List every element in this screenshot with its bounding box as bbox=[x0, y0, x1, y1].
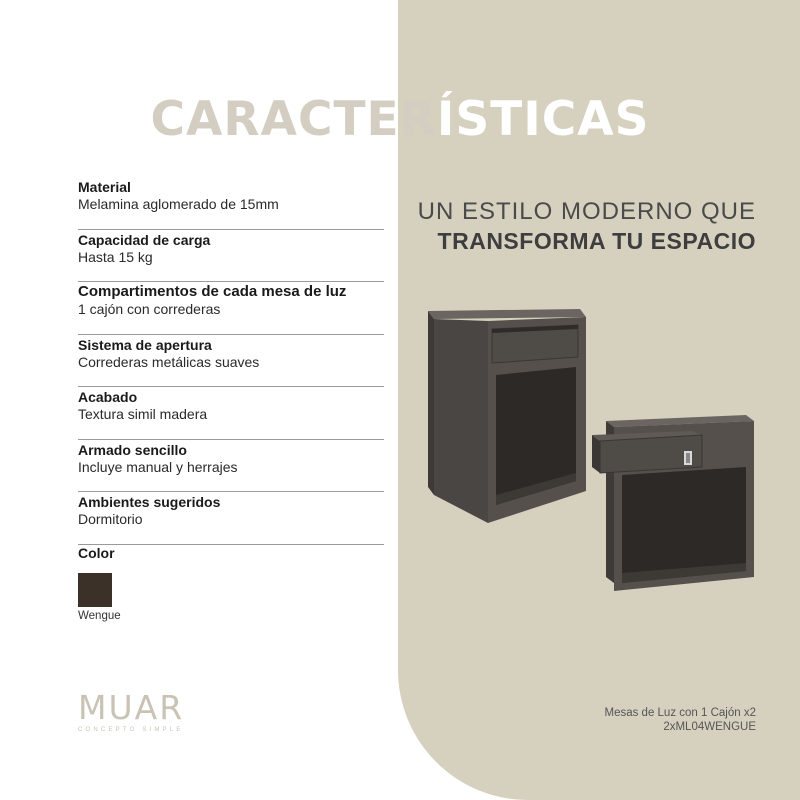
feature-label: Acabado bbox=[78, 389, 138, 405]
product-name: Mesas de Luz con 1 Cajón x2 bbox=[604, 707, 756, 719]
nightstand-open bbox=[592, 415, 754, 591]
feature-value: Textura simil madera bbox=[78, 406, 208, 422]
title-right-part: ÍSTICAS bbox=[436, 92, 650, 147]
feature-value: 1 cajón con correderas bbox=[78, 301, 221, 317]
brand-wordmark: MUAR bbox=[78, 688, 185, 727]
feature-item-opening-system bbox=[78, 335, 384, 388]
slogan bbox=[418, 198, 756, 256]
feature-label: Armado sencillo bbox=[78, 441, 187, 458]
color-swatch[interactable] bbox=[78, 573, 112, 607]
feature-label: Compartimentos de cada mesa de luz bbox=[78, 283, 347, 300]
feature-list bbox=[78, 177, 384, 545]
feature-value: Dormitorio bbox=[78, 511, 143, 527]
brand-logo[interactable] bbox=[78, 690, 184, 733]
feature-item-compartments bbox=[78, 282, 384, 335]
product-sku: 2xML04WENGUE bbox=[663, 721, 756, 733]
product-caption bbox=[604, 706, 756, 734]
feature-label: Sistema de apertura bbox=[78, 336, 212, 353]
slogan-line-1: UN ESTILO MODERNO QUE bbox=[417, 198, 756, 225]
feature-value: Correderas metálicas suaves bbox=[78, 353, 260, 370]
feature-value: Hasta 15 kg bbox=[78, 248, 153, 265]
product-image-nightstands bbox=[410, 295, 770, 625]
feature-item-assembly bbox=[78, 440, 384, 493]
nightstand-closed bbox=[428, 309, 586, 523]
feature-value: Melamina aglomerado de 15mm bbox=[78, 196, 279, 212]
feature-label: Material bbox=[78, 179, 131, 195]
slogan-line-2: TRANSFORMA TU ESPACIO bbox=[437, 228, 756, 254]
color-swatch-name: Wengue bbox=[78, 610, 121, 622]
feature-item-finish bbox=[78, 387, 384, 440]
feature-label: Ambientes sugeridos bbox=[78, 494, 221, 510]
page-title bbox=[0, 92, 800, 147]
color-label: Color bbox=[78, 545, 115, 561]
title-left-part: CARACTER bbox=[150, 92, 437, 147]
feature-label: Capacidad de carga bbox=[78, 231, 211, 248]
brand-tagline: CONCEPTO SIMPLE bbox=[78, 727, 184, 733]
feature-value: Incluye manual y herrajes bbox=[78, 458, 238, 475]
feature-item-material bbox=[78, 177, 384, 230]
feature-item-capacity bbox=[78, 230, 384, 283]
feature-item-rooms bbox=[78, 492, 384, 545]
